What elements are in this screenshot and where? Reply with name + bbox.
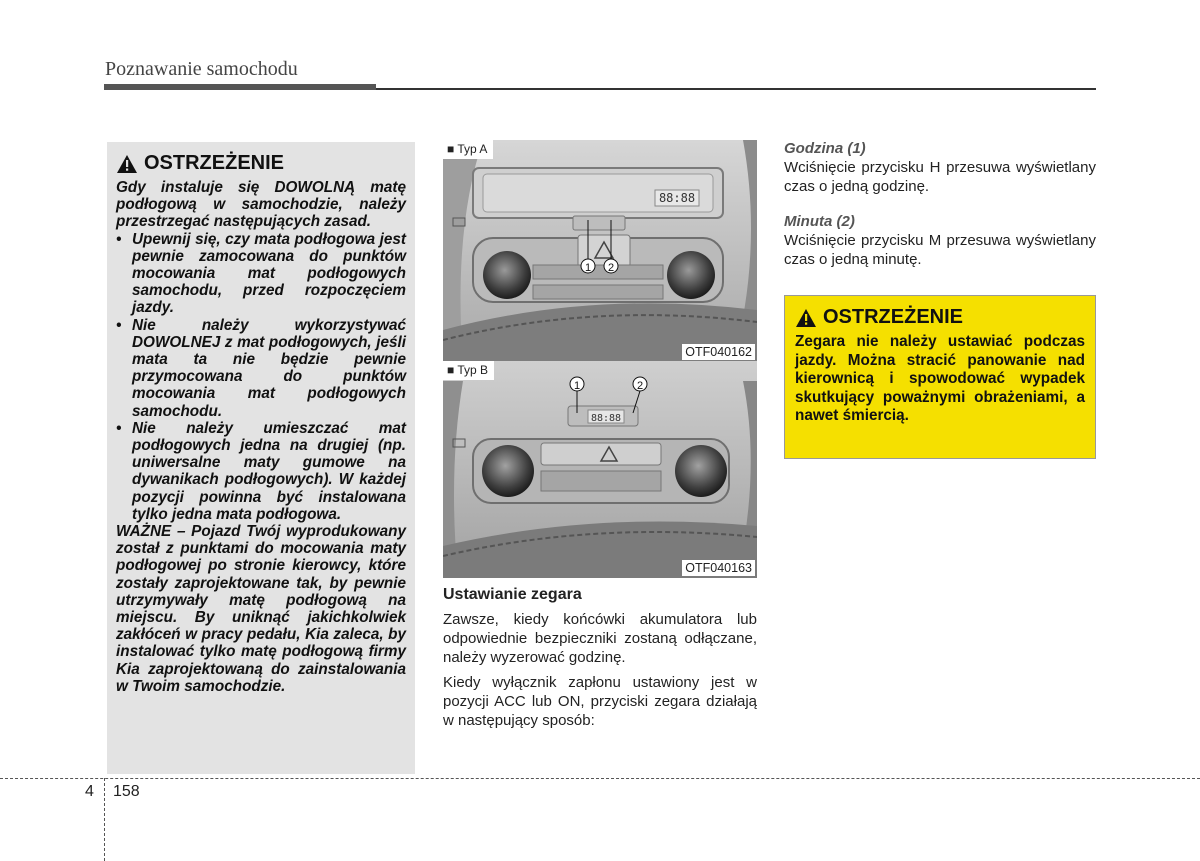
header-rule-thick (104, 84, 376, 90)
minute-subheading: Minuta (2) (784, 213, 855, 230)
warning-bullet: • Nie należy wykorzystywać DOWOLNEJ z mat podłogowych, jeśli mata ta nie będzie pewnie przymocowana do punktów mocowania mat podłogowych samochodu. (116, 317, 406, 420)
running-header: Poznawanie samochodu (105, 58, 298, 80)
footer-divider (0, 778, 1200, 779)
callout-1-b: 1 (573, 380, 581, 392)
callout-2-b: 2 (636, 380, 644, 392)
section-paragraph-1: Zawsze, kiedy końcówki akumulatora lub odpowiednie bezpieczniki zostaną odłączane, należy wyzerować godzinę. (443, 611, 757, 666)
hour-text: Wciśnięcie przycisku H przesuwa wyświetlany czas o jedną godzinę. (784, 159, 1096, 195)
warning-bullet-list (116, 231, 406, 523)
warning-text: Zegara nie należy ustawiać podczas jazdy. Można stracić panowanie nad kierownicą i spowodować wypadek skutkujący poważnymi obrażeniami, a nawet śmiercią. (795, 333, 1085, 424)
type-b-label: ■ Typ B (443, 361, 494, 380)
footer-vertical-divider (104, 778, 105, 861)
callout-1-a: 1 (584, 262, 592, 274)
warning-bullet: • Nie należy umieszczać mat podłogowych jedna na drugiej (np. uniwersalne maty gumowe na dywanikach podłogowych). W każdej pozycji powinna być instalowana tylko jedna mata podłogowa. (116, 420, 406, 523)
warning-box-floor-mats (107, 142, 415, 774)
warning-heading (116, 152, 406, 175)
clock-setting-section (443, 585, 757, 736)
hour-subheading: Godzina (1) (784, 140, 866, 157)
image-type-a-dashboard (443, 140, 757, 362)
warning-title: OSTRZEŻENIE (144, 152, 285, 174)
warning-intro: Gdy instaluje się DOWOLNĄ matę podłogową w samochodzie, należy przestrzegać następujących zasad. (116, 179, 406, 231)
dashboard-illustration-a (443, 140, 757, 362)
warning-heading (795, 306, 1085, 329)
right-column (784, 139, 1096, 285)
warning-triangle-icon (795, 308, 817, 328)
figure-code-b: OTF040163 (682, 560, 755, 576)
image-type-b-dashboard (443, 361, 757, 578)
type-a-label: ■ Typ A (443, 140, 493, 159)
header-rule-thin (376, 88, 1096, 90)
warning-box-clock (784, 295, 1096, 459)
section-paragraph-2: Kiedy wyłącznik zapłonu ustawiony jest w pozycji ACC lub ON, przyciski zegara działają w następujący sposób: (443, 674, 757, 729)
callout-2-a: 2 (607, 262, 615, 274)
figure-code-a: OTF040162 (682, 344, 755, 360)
page-number: 158 (113, 783, 140, 800)
dashboard-illustration-b (443, 361, 757, 578)
warning-important-note: WAŻNE – Pojazd Twój wyprodukowany został z punktami do mocowania maty podłogowej po stronie kierowcy, które zostały zaprojektowane tak, by pewnie utrzymywały matę podłogową na miejscu. By uniknąć jakichkolwiek zakłóceń w pracy pedału, Kia zaleca, by instalować tylko matę podłogową firmy Kia zaprojektowaną do zainstalowania w Twoim samochodzie. (116, 523, 406, 695)
minute-text: Wciśnięcie przycisku M przesuwa wyświetlany czas o jedną minutę. (784, 232, 1096, 268)
clock-display-a: 88:88 (658, 191, 696, 205)
clock-display-b: 88:88 (590, 413, 622, 424)
chapter-number: 4 (85, 783, 94, 800)
warning-title: OSTRZEŻENIE (823, 306, 964, 328)
warning-bullet: • Upewnij się, czy mata podłogowa jest pewnie zamocowana do punktów mocowania mat podłogowych samochodu, przed rozpoczęciem jazdy. (116, 231, 406, 317)
section-heading: Ustawianie zegara (443, 586, 582, 603)
warning-triangle-icon (116, 154, 138, 174)
